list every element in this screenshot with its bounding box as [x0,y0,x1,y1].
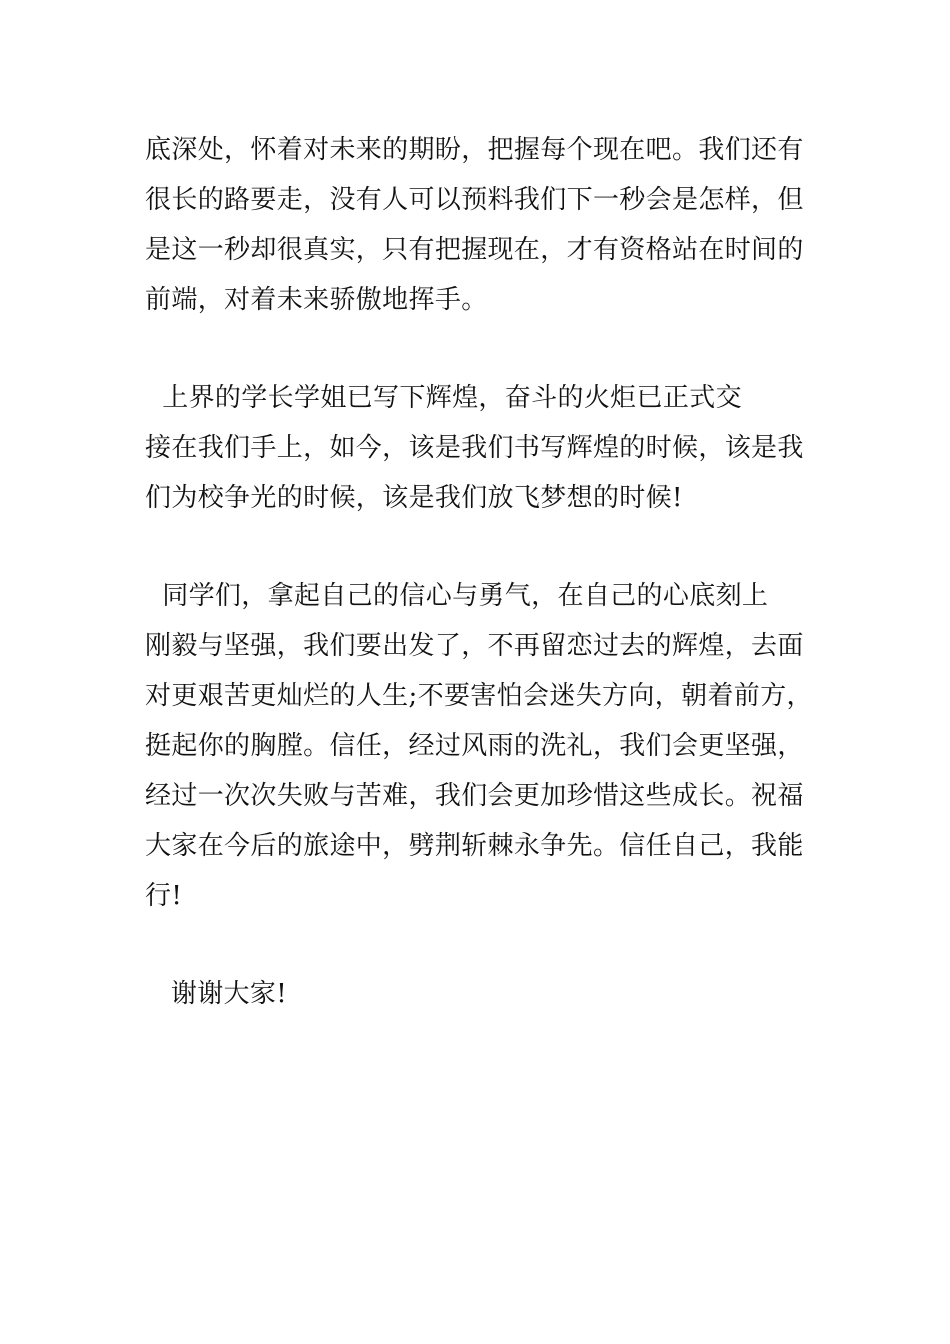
paragraph-3-line-5: 经过一次次失败与苦难，我们会更加珍惜这些成长。祝福 [145,781,804,811]
paragraph-2-line-3: 们为校争光的时候，该是我们放飞梦想的时候! [145,483,683,513]
paragraph-3-line-4: 挺起你的胸膛。信任，经过风雨的洗礼，我们会更坚强， [145,731,804,761]
paragraph-2-line-1: 上界的学长学姐已写下辉煌，奋斗的火炬已正式交 [145,383,742,413]
paragraph-2-line-2: 接在我们手上，如今，该是我们书写辉煌的时候，该是我 [145,433,804,463]
paragraph-3-line-6: 大家在今后的旅途中，劈荆斩棘永争先。信任自己，我能 [145,831,804,861]
paragraph-3-line-3: 对更艰苦更灿烂的人生;不要害怕会迷失方向，朝着前方， [145,681,813,711]
paragraph-1-line-3: 是这一秒却很真实，只有把握现在，才有资格站在时间的 [145,235,804,265]
paragraph-1-line-2: 很长的路要走，没有人可以预料我们下一秒会是怎样，但 [145,185,804,215]
closing-thanks: 谢谢大家! [145,979,288,1009]
paragraph-3-line-2: 刚毅与坚强，我们要出发了，不再留恋过去的辉煌，去面 [145,631,804,661]
paragraph-3-line-7: 行! [145,881,183,911]
paragraph-3-line-1: 同学们，拿起自己的信心与勇气，在自己的心底刻上 [145,581,769,611]
paragraph-1-line-1: 底深处，怀着对未来的期盼，把握每个现在吧。我们还有 [145,135,804,165]
paragraph-1-line-4: 前端，对着未来骄傲地挥手。 [145,285,488,315]
